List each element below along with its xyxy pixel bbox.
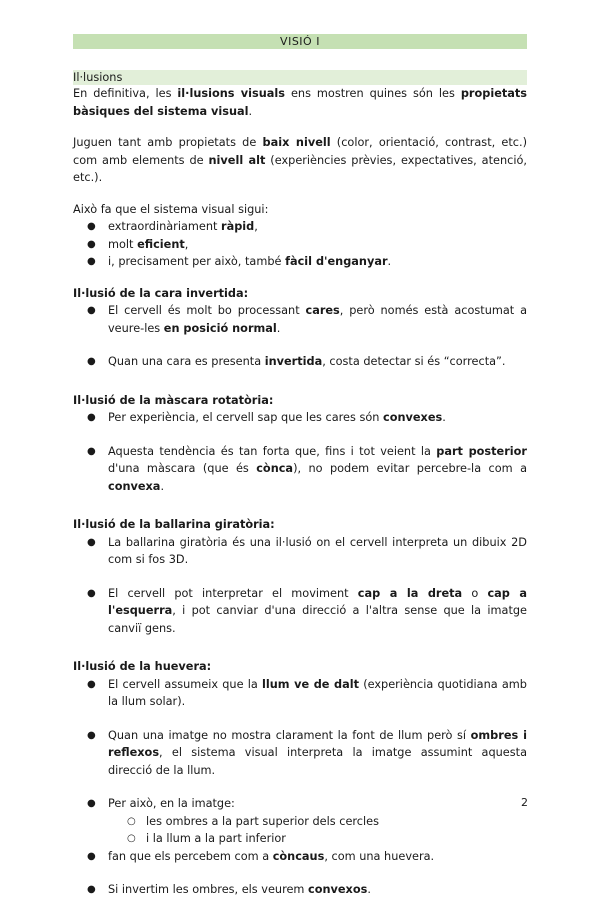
intro-paragraph-2: Juguen tant amb propietats de baix nivell (color, orientació, contrast, etc.) com amb elements de nivell alt (experiències prèvies, expectatives, atenció, etc.). bbox=[73, 136, 528, 184]
intro-paragraph-3: Això fa que el sistema visual sigui: bbox=[73, 202, 269, 216]
intro-paragraph-1: En definitiva, les il·lusions visuals ens mostren quines són les propietats bàsiques del sistema visual. bbox=[73, 87, 527, 118]
heading-huevera: Il·lusió de la huevera: bbox=[73, 660, 212, 673]
bullet-icon: ● bbox=[87, 238, 96, 250]
list-item: ● Per això, en la imatge: bbox=[73, 795, 527, 813]
list-item: ● molt eficient, bbox=[73, 236, 527, 254]
bullet-icon: ● bbox=[87, 536, 96, 548]
bullet-icon: ● bbox=[87, 412, 96, 423]
mascara-list bbox=[73, 409, 527, 495]
bullet-icon: ● bbox=[87, 445, 96, 457]
section-title-illusions: Il·lusions bbox=[73, 70, 527, 85]
list-item: ● Aquesta tendència és tan forta que, fins i tot veient la part posterior d'una màscara (que és cònca), no podem evitar percebre-la com a convexa. bbox=[87, 444, 527, 493]
sub-list-item: ○ i la llum a la part inferior bbox=[73, 830, 527, 848]
list-item: ● i, precisament per això, també fàcil d'enganyar. bbox=[73, 253, 527, 271]
document-page bbox=[73, 34, 527, 899]
bullet-icon: ● bbox=[87, 356, 96, 367]
list-item: ● Per experiència, el cervell sap que les cares són convexes. bbox=[73, 409, 527, 427]
bullet-icon: ● bbox=[87, 884, 96, 895]
list-item: ● Quan una cara es presenta invertida, costa detectar si és “correcta”. bbox=[73, 353, 527, 371]
bullet-icon: ● bbox=[87, 729, 96, 741]
bullet-icon: ● bbox=[87, 305, 96, 316]
huevera-list bbox=[73, 676, 527, 899]
circle-bullet-icon: ○ bbox=[127, 815, 136, 827]
bullet-icon: ● bbox=[87, 850, 96, 862]
list-item: ● fan que els percebem com a còncaus, com una huevera. bbox=[73, 848, 527, 866]
page-number: 2 bbox=[521, 796, 528, 809]
heading-ballarina-giratoria: Il·lusió de la ballarina giratòria: bbox=[73, 518, 275, 531]
heading-mascara-rotatoria: Il·lusió de la màscara rotatòria: bbox=[73, 393, 274, 407]
list-item: ● El cervell és molt bo processant cares, però només està acostumat a veure-les en posició normal. bbox=[87, 304, 528, 335]
list-item: ● extraordinàriament ràpid, bbox=[73, 218, 527, 236]
bullet-icon: ● bbox=[87, 678, 96, 690]
cara-list bbox=[73, 302, 527, 371]
list-item: ● Quan una imatge no mostra clarament la font de llum però sí ombres i reflexos, el sistema visual interpreta la imatge assumint aquesta direcció de la llum. bbox=[87, 728, 527, 777]
circle-bullet-icon: ○ bbox=[127, 833, 136, 844]
bullet-icon: ● bbox=[87, 256, 96, 267]
heading-cara-invertida: Il·lusió de la cara invertida: bbox=[73, 286, 249, 300]
bullet-icon: ● bbox=[87, 587, 96, 599]
ballarina-list bbox=[73, 534, 527, 638]
list-item: ● La ballarina giratòria és una il·lusió on el cervell interpreta un dibuix 2D com si fos 3D. bbox=[87, 535, 527, 566]
bullet-icon: ● bbox=[87, 221, 96, 232]
page-title: VISIÓ I bbox=[73, 34, 527, 49]
bullet-icon: ● bbox=[87, 798, 96, 809]
list-item: ● El cervell assumeix que la llum ve de dalt (experiència quotidiana amb la llum solar). bbox=[87, 677, 527, 708]
properties-list bbox=[73, 218, 527, 271]
sub-list-item: ○ les ombres a la part superior dels cercles bbox=[73, 813, 527, 831]
list-item: ● Si invertim les ombres, els veurem convexos. bbox=[73, 881, 527, 899]
list-item: ● El cervell pot interpretar el moviment cap a la dreta o cap a l'esquerra, i pot canviar d'una direcció a l'altra sense que la imatge canviï gens. bbox=[87, 586, 527, 635]
